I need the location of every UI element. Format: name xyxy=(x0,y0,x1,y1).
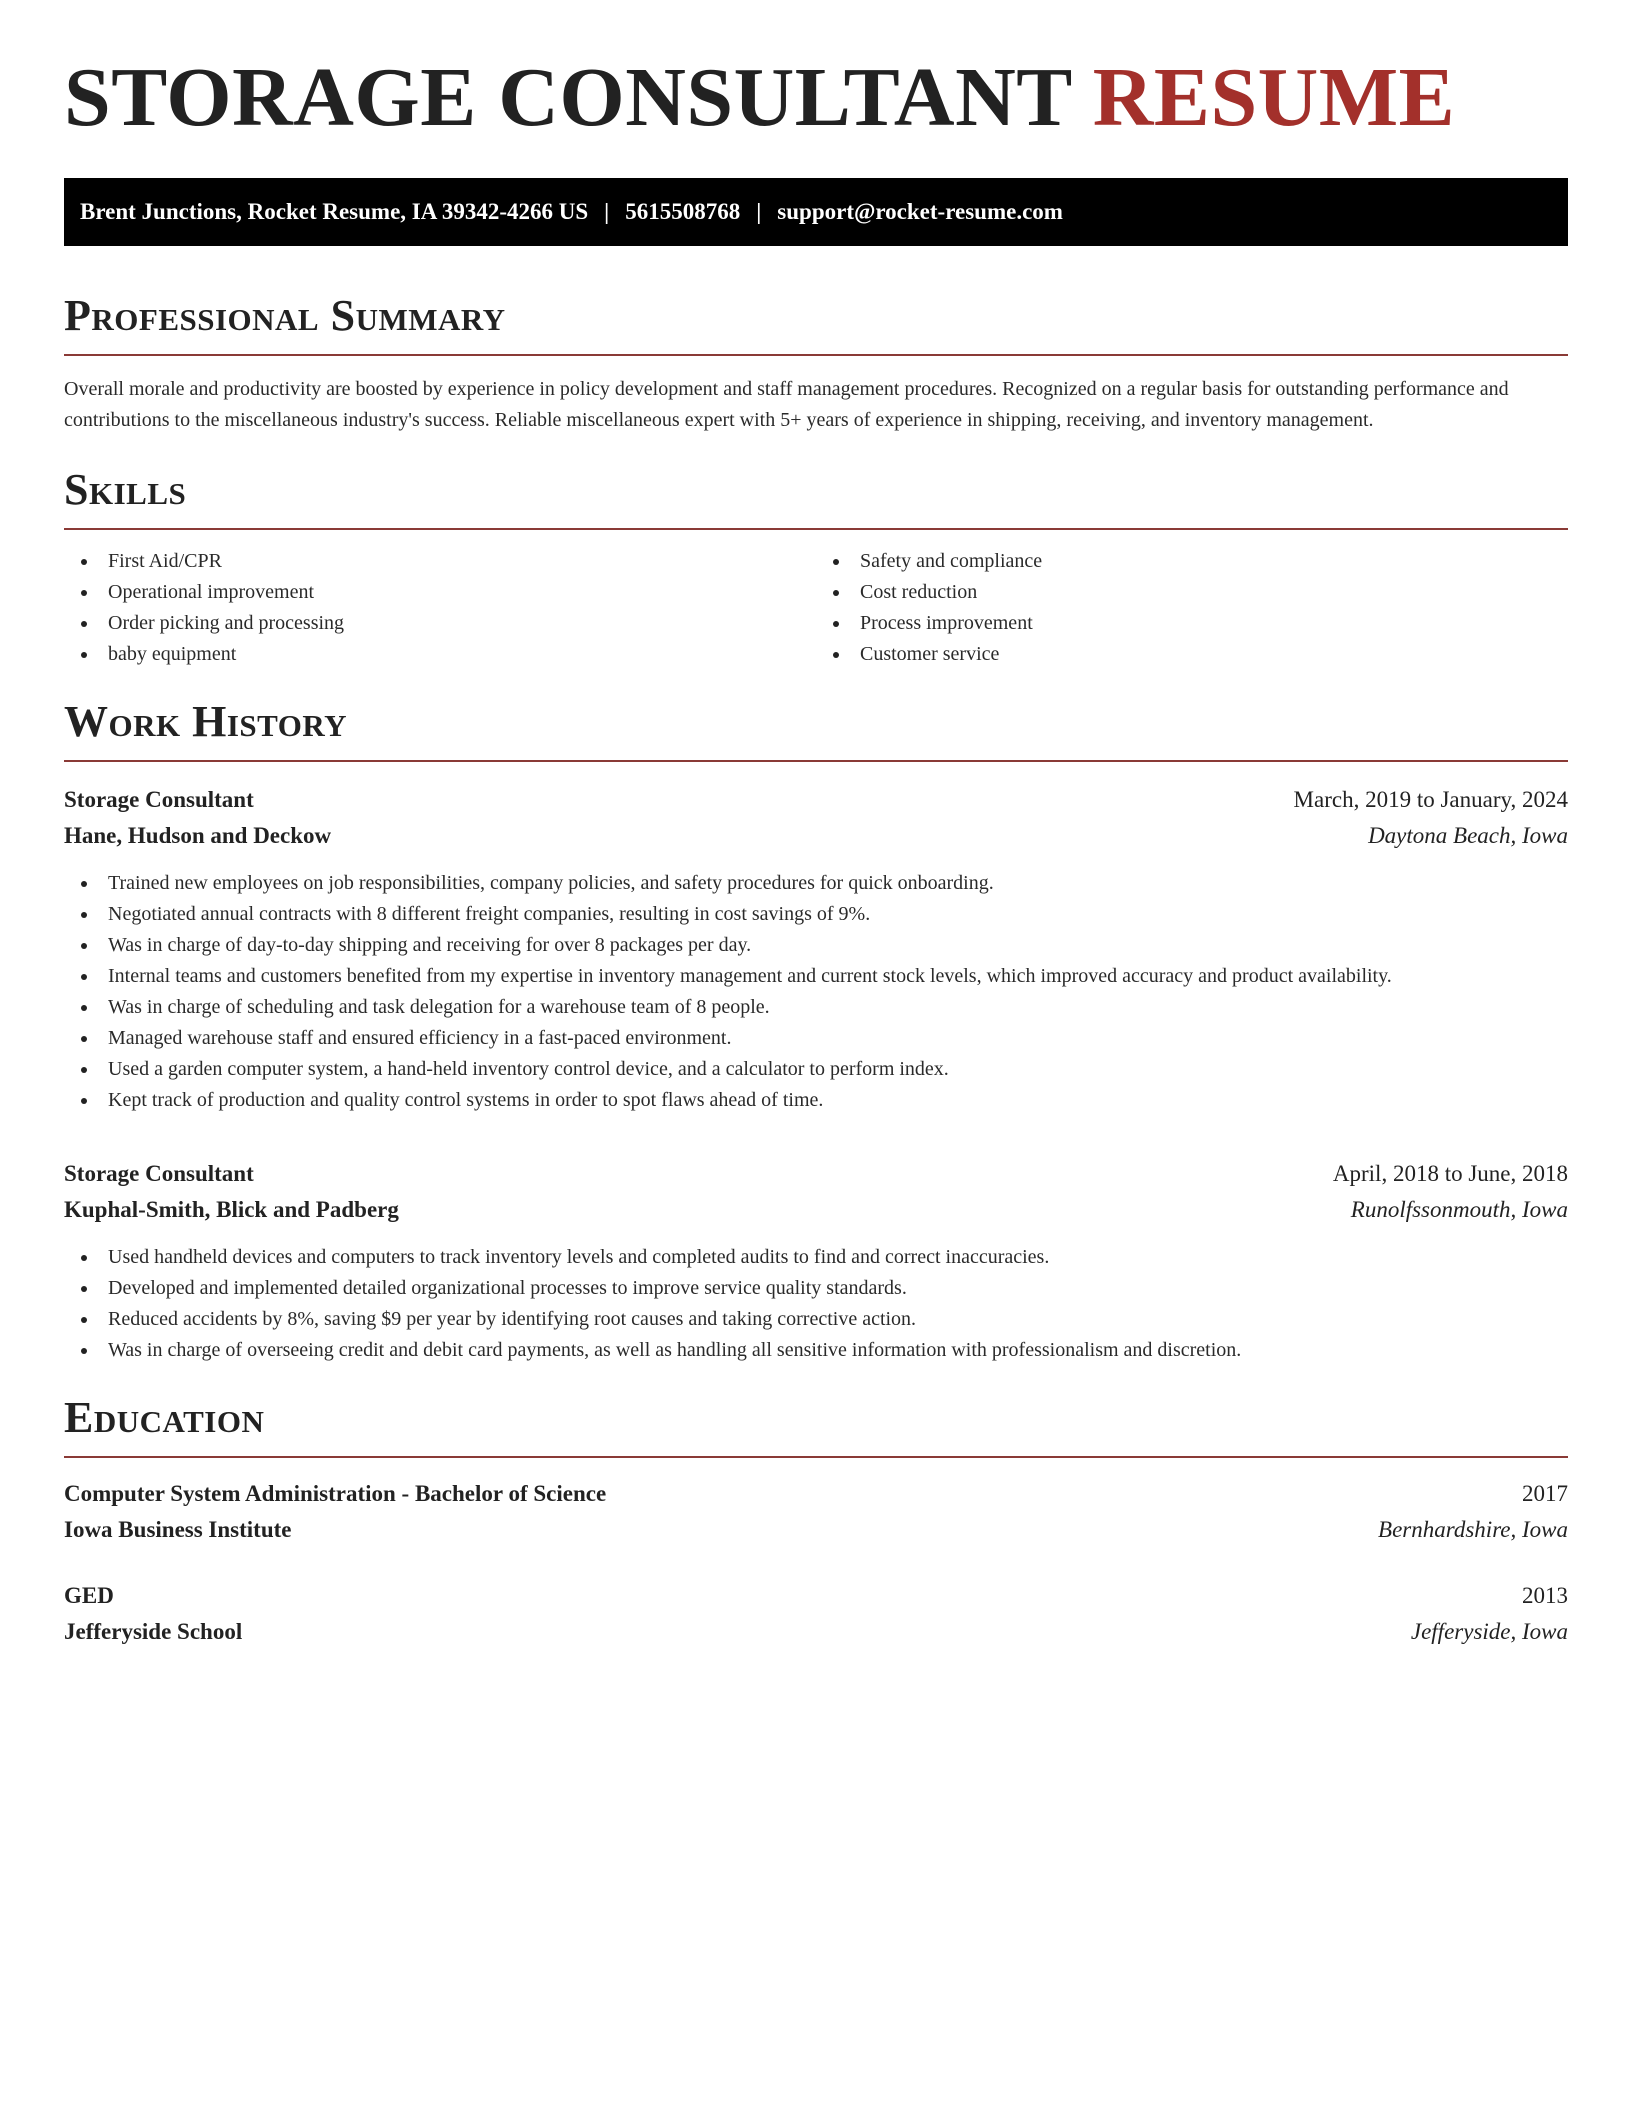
job-bullet-text: Internal teams and customers benefited from my expertise in inventory management and current stock levels, which improved accuracy and product availability. xyxy=(108,965,1392,987)
skill-label: Operational improvement xyxy=(108,581,315,603)
job-bullet xyxy=(64,899,1568,930)
job-bullet xyxy=(64,992,1568,1023)
skill-item xyxy=(816,546,1568,577)
skill-label: First Aid/CPR xyxy=(108,550,222,572)
job-bullet xyxy=(64,961,1568,992)
bullet-icon xyxy=(81,621,87,627)
job-bullet xyxy=(64,868,1568,899)
summary-section xyxy=(64,291,1568,436)
skills-heading: Skills xyxy=(64,465,187,514)
job-bullets xyxy=(64,1242,1568,1366)
education-section xyxy=(64,1393,1568,1650)
bullet-icon xyxy=(833,590,839,596)
skill-label: Process improvement xyxy=(860,612,1033,634)
education-school-row xyxy=(64,1512,1568,1548)
bullet-icon xyxy=(81,1067,87,1073)
skill-label: Safety and compliance xyxy=(860,550,1043,572)
education-degree: Computer System Administration - Bachelor of Science xyxy=(64,1481,607,1506)
skill-item xyxy=(816,577,1568,608)
bullet-icon xyxy=(81,1005,87,1011)
contact-separator: | xyxy=(756,199,762,224)
education-entry xyxy=(64,1578,1568,1650)
skill-label: Cost reduction xyxy=(860,581,978,603)
job-bullet-text: Used a garden computer system, a hand-held inventory control device, and a calculator to perform index. xyxy=(108,1058,949,1080)
bullet-icon xyxy=(833,559,839,565)
education-header-row xyxy=(64,1578,1568,1614)
job-bullets xyxy=(64,868,1568,1116)
resume-title xyxy=(64,51,1568,144)
bullet-icon xyxy=(833,621,839,627)
job-header-row xyxy=(64,782,1568,818)
education-location: Bernhardshire, Iowa xyxy=(1378,1517,1568,1542)
bullet-icon xyxy=(81,1317,87,1323)
skill-label: Order picking and processing xyxy=(108,612,345,634)
job-dates: March, 2019 to January, 2024 xyxy=(1293,787,1568,812)
contact-phone: 5615508768 xyxy=(625,199,741,224)
job-bullet-text: Kept track of production and quality control systems in order to spot flaws ahead of time. xyxy=(108,1089,824,1111)
bullet-icon xyxy=(833,652,839,658)
job-company-row xyxy=(64,1192,1568,1228)
section-divider xyxy=(64,354,1568,356)
job-bullet-text: Was in charge of scheduling and task delegation for a warehouse team of 8 people. xyxy=(108,996,770,1018)
skill-label: baby equipment xyxy=(108,643,237,665)
job-location: Runolfssonmouth, Iowa xyxy=(1350,1197,1568,1222)
work-history-heading: Work History xyxy=(64,697,348,746)
skill-label: Customer service xyxy=(860,643,1000,665)
bullet-icon xyxy=(81,590,87,596)
contact-bar xyxy=(64,178,1568,246)
education-entry xyxy=(64,1476,1568,1548)
section-divider xyxy=(64,760,1568,762)
education-location: Jefferyside, Iowa xyxy=(1410,1619,1568,1644)
job-entry xyxy=(64,1156,1568,1366)
contact-address: Brent Junctions, Rocket Resume, IA 39342-4266 US xyxy=(80,199,589,224)
skills-section xyxy=(64,465,1568,670)
summary-heading: Professional Summary xyxy=(64,291,506,340)
job-bullet-text: Trained new employees on job responsibilities, company policies, and safety procedures for quick onboarding. xyxy=(108,872,994,894)
section-divider xyxy=(64,528,1568,530)
work-history-section xyxy=(64,697,1568,1366)
job-bullet xyxy=(64,1242,1568,1273)
skills-grid xyxy=(64,546,1568,670)
section-divider xyxy=(64,1456,1568,1458)
job-bullet-text: Managed warehouse staff and ensured efficiency in a fast-paced environment. xyxy=(108,1027,732,1049)
summary-text: Overall morale and productivity are boosted by experience in policy development and staff management procedures. Recognized on a regular basis for outstanding performance and contributions to the miscellaneous industry's success. Reliable miscellaneous expert with 5+ years of experience in shipping, receiving, and inventory management. xyxy=(64,378,1509,431)
education-year: 2013 xyxy=(1522,1583,1568,1608)
bullet-icon xyxy=(81,943,87,949)
bullet-icon xyxy=(81,881,87,887)
job-bullet xyxy=(64,1085,1568,1116)
job-bullet xyxy=(64,1273,1568,1304)
job-bullet-text: Developed and implemented detailed organizational processes to improve service quality standards. xyxy=(108,1277,907,1299)
skills-column-left xyxy=(64,546,816,670)
contact-separator: | xyxy=(604,199,610,224)
job-header-row xyxy=(64,1156,1568,1192)
job-bullet xyxy=(64,1023,1568,1054)
job-bullet-text: Reduced accidents by 8%, saving $9 per year by identifying root causes and taking corrective action. xyxy=(108,1308,917,1330)
bullet-icon xyxy=(81,1255,87,1261)
education-school: Iowa Business Institute xyxy=(64,1517,292,1542)
skill-item xyxy=(816,639,1568,670)
contact-email: support@rocket-resume.com xyxy=(777,199,1063,224)
bullet-icon xyxy=(81,974,87,980)
job-company-row xyxy=(64,818,1568,854)
job-bullet xyxy=(64,1335,1568,1366)
education-school: Jefferyside School xyxy=(64,1619,243,1644)
job-company: Hane, Hudson and Deckow xyxy=(64,823,332,848)
education-degree: GED xyxy=(64,1583,114,1608)
bullet-icon xyxy=(81,1098,87,1104)
job-bullet xyxy=(64,1304,1568,1335)
bullet-icon xyxy=(81,912,87,918)
education-school-row xyxy=(64,1614,1568,1650)
job-bullet-text: Was in charge of overseeing credit and debit card payments, as well as handling all sensitive information with professionalism and discretion. xyxy=(108,1339,1242,1361)
job-bullet-text: Used handheld devices and computers to track inventory levels and completed audits to find and correct inaccuracies. xyxy=(108,1246,1050,1268)
skill-item xyxy=(64,577,816,608)
job-location: Daytona Beach, Iowa xyxy=(1368,823,1568,848)
education-header-row xyxy=(64,1476,1568,1512)
title-accent: RESUME xyxy=(1092,51,1456,144)
job-title: Storage Consultant xyxy=(64,1161,254,1186)
skill-item xyxy=(64,639,816,670)
job-title: Storage Consultant xyxy=(64,787,254,812)
skill-item xyxy=(816,608,1568,639)
skills-column-right xyxy=(816,546,1568,670)
bullet-icon xyxy=(81,1348,87,1354)
title-main: STORAGE CONSULTANT xyxy=(64,51,1072,144)
bullet-icon xyxy=(81,559,87,565)
job-bullet-text: Was in charge of day-to-day shipping and receiving for over 8 packages per day. xyxy=(108,934,752,956)
skill-item xyxy=(64,608,816,639)
job-entry xyxy=(64,782,1568,1116)
bullet-icon xyxy=(81,1286,87,1292)
job-bullet-text: Negotiated annual contracts with 8 different freight companies, resulting in cost savings of 9%. xyxy=(108,903,871,925)
skill-item xyxy=(64,546,816,577)
education-year: 2017 xyxy=(1522,1481,1568,1506)
job-bullet xyxy=(64,1054,1568,1085)
bullet-icon xyxy=(81,652,87,658)
bullet-icon xyxy=(81,1036,87,1042)
education-heading: Education xyxy=(64,1393,265,1442)
job-company: Kuphal-Smith, Blick and Padberg xyxy=(64,1197,399,1222)
job-dates: April, 2018 to June, 2018 xyxy=(1332,1161,1568,1186)
job-bullet xyxy=(64,930,1568,961)
